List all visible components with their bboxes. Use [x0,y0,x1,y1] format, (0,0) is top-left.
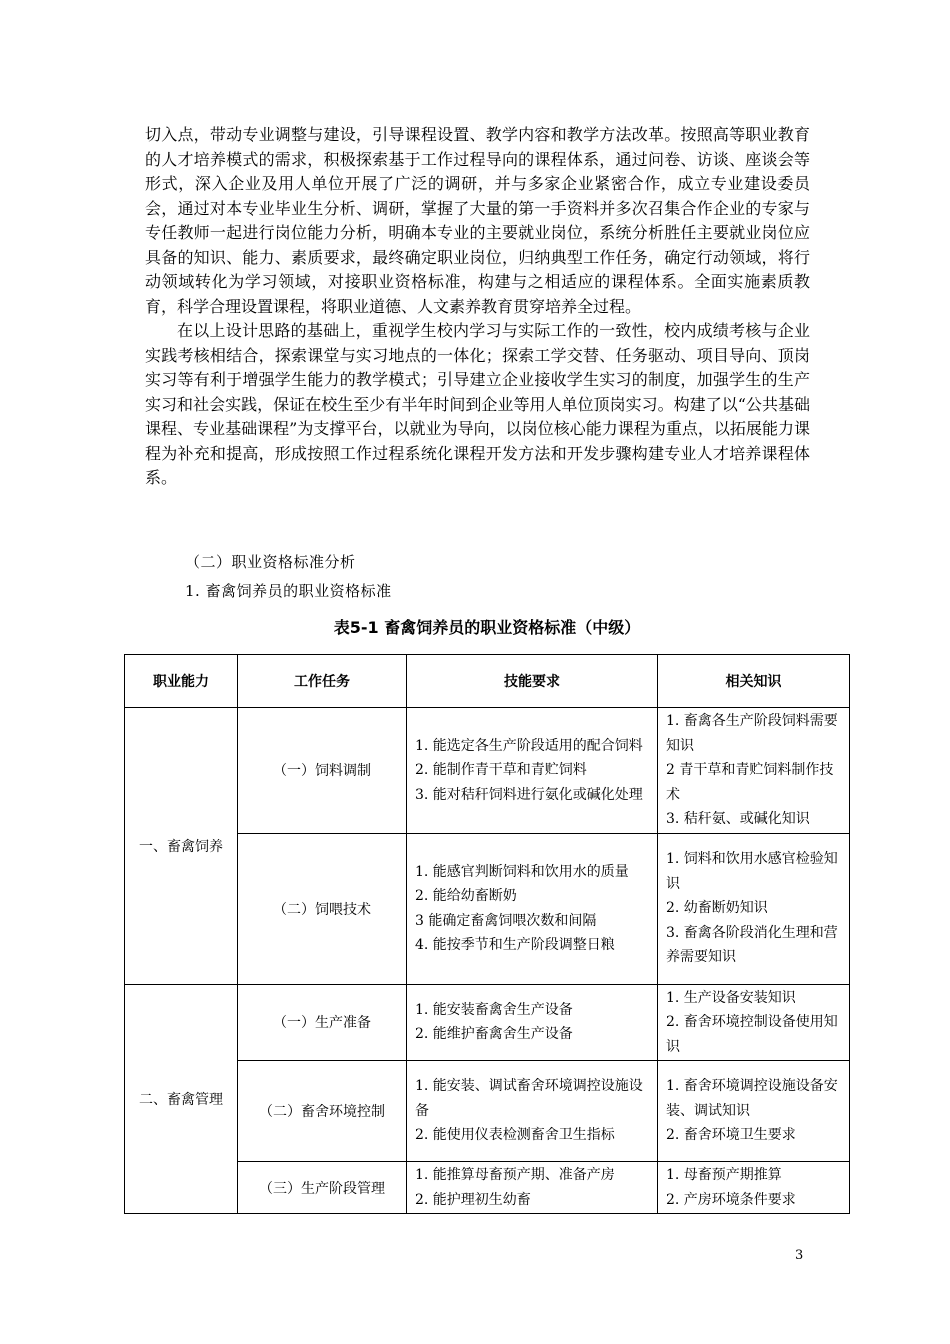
knowledge-cell [658,833,850,984]
skills-cell [407,708,658,834]
knowledge-item: 3. 秸秆氨、或碱化知识 [666,811,810,827]
body-text [145,123,810,491]
skill-item: 1. 能感官判断饲料和饮用水的质量 [415,863,629,880]
skill-item: 1. 能安装畜禽舍生产设备 [415,1001,573,1018]
skill-item: 1. 能选定各生产阶段适用的配合饲料 [415,737,643,754]
task-cell: （二）饲喂技术 [238,833,407,984]
knowledge-item: 1. 畜禽各生产阶段饲料需要知识 [666,713,838,754]
table-row [125,984,850,1061]
header-task: 工作任务 [238,655,407,708]
skill-item: 4. 能按季节和生产阶段调整日粮 [415,937,615,953]
skills-cell [407,984,658,1061]
header-ability: 职业能力 [125,655,238,708]
qualification-table [124,654,850,1214]
skill-item: 2. 能制作青干草和青贮饲料 [415,762,587,778]
ability-cell: 二、畜禽管理 [125,984,238,1214]
knowledge-item: 1. 畜舍环境调控设施设备安装、调试知识 [666,1078,838,1119]
skills-cell [407,833,658,984]
skill-item: 3 能确定畜禽饲喂次数和间隔 [415,912,597,929]
knowledge-item: 2. 畜舍环境控制设备使用知识 [666,1014,838,1055]
task-cell: （一）饲料调制 [238,708,407,834]
paragraph: 切入点，带动专业调整与建设，引导课程设置、教学内容和教学方法改革。按照高等职业教育的人才培养模式的需求，积极探索基于工作过程导向的课程体系，通过问卷、访谈、座谈会等形式，深入企业及用人单位开展了广泛的调研，并与多家企业紧密合作，成立专业建设委员会，通过对本专业毕业生分析、调研，掌握了大量的第一手资料并多次召集合作企业的专家与专任教师一起进行岗位能力分析，明确本专业的主要就业岗位，系统分析胜任主要就业岗位应具备的知识、能力、素质要求，最终确定职业岗位，归纳典型工作任务，确定行动领域，将行动领域转化为学习领域，对接职业资格标准，构建与之相适应的课程体系。全面实施素质教育，科学合理设置课程，将职业道德、人文素养教育贯穿培养全过程。 [145,125,810,316]
skill-item: 2. 能给幼畜断奶 [415,888,517,904]
knowledge-item: 2 青干草和青贮饲料制作技术 [666,762,834,803]
knowledge-cell [658,984,850,1061]
knowledge-cell [658,708,850,834]
knowledge-cell [658,1061,850,1162]
skill-item: 1. 能安装、调试畜舍环境调控设施设备 [415,1078,643,1119]
section-heading: （二）职业资格标准分析 [185,553,356,571]
item-heading: 1. 畜禽饲养员的职业资格标准 [185,582,392,600]
skills-cell [407,1061,658,1162]
knowledge-item: 1. 生产设备安装知识 [666,989,796,1006]
knowledge-item: 1. 饲料和饮用水感官检验知识 [666,851,838,892]
paragraph: 在以上设计思路的基础上，重视学生校内学习与实际工作的一致性，校内成绩考核与企业实践考核相结合，探索课堂与实习地点的一体化；探索工学交替、任务驱动、项目导向、顶岗实习等有利于增强学生能力的教学模式；引导建立企业接收学生实习的制度，加强学生的生产实习和社会实践，保证在校生至少有半年时间到企业等用人单位顶岗实习。构建了以“公共基础课程、专业基础课程”为支撑平台，以就业为导向，以岗位核心能力课程为重点，以拓展能力课程为补充和提高，形成按照工作过程系统化课程开发方法和开发步骤构建专业人才培养课程体系。 [145,321,810,487]
table-header-row [125,655,850,708]
task-cell: （一）生产准备 [238,984,407,1061]
page-number: 3 [795,1248,804,1263]
knowledge-item: 3. 畜禽各阶段消化生理和营养需要知识 [666,924,838,966]
knowledge-cell [658,1162,850,1214]
header-skills: 技能要求 [407,655,658,708]
table-title: 表5-1 畜禽饲养员的职业资格标准（中级） [333,618,641,637]
skill-item: 2. 能维护畜禽舍生产设备 [415,1026,573,1043]
skill-item: 3. 能对秸秆饲料进行氨化或碱化处理 [415,786,643,803]
knowledge-item: 2. 幼畜断奶知识 [666,900,768,917]
knowledge-item: 2. 产房环境条件要求 [666,1191,796,1208]
task-cell: （三）生产阶段管理 [238,1162,407,1214]
knowledge-item: 1. 母畜预产期推算 [666,1167,782,1183]
task-cell: （二）畜舍环境控制 [238,1061,407,1162]
skill-item: 2. 能使用仪表检测畜舍卫生指标 [415,1127,615,1144]
skills-cell [407,1162,658,1214]
ability-cell: 一、畜禽饲养 [125,708,238,985]
header-knowledge: 相关知识 [658,655,850,708]
table-row [125,708,850,834]
skill-item: 1. 能推算母畜预产期、准备产房 [415,1167,615,1183]
skill-item: 2. 能护理初生幼畜 [415,1191,531,1208]
knowledge-item: 2. 畜舍环境卫生要求 [666,1127,796,1144]
